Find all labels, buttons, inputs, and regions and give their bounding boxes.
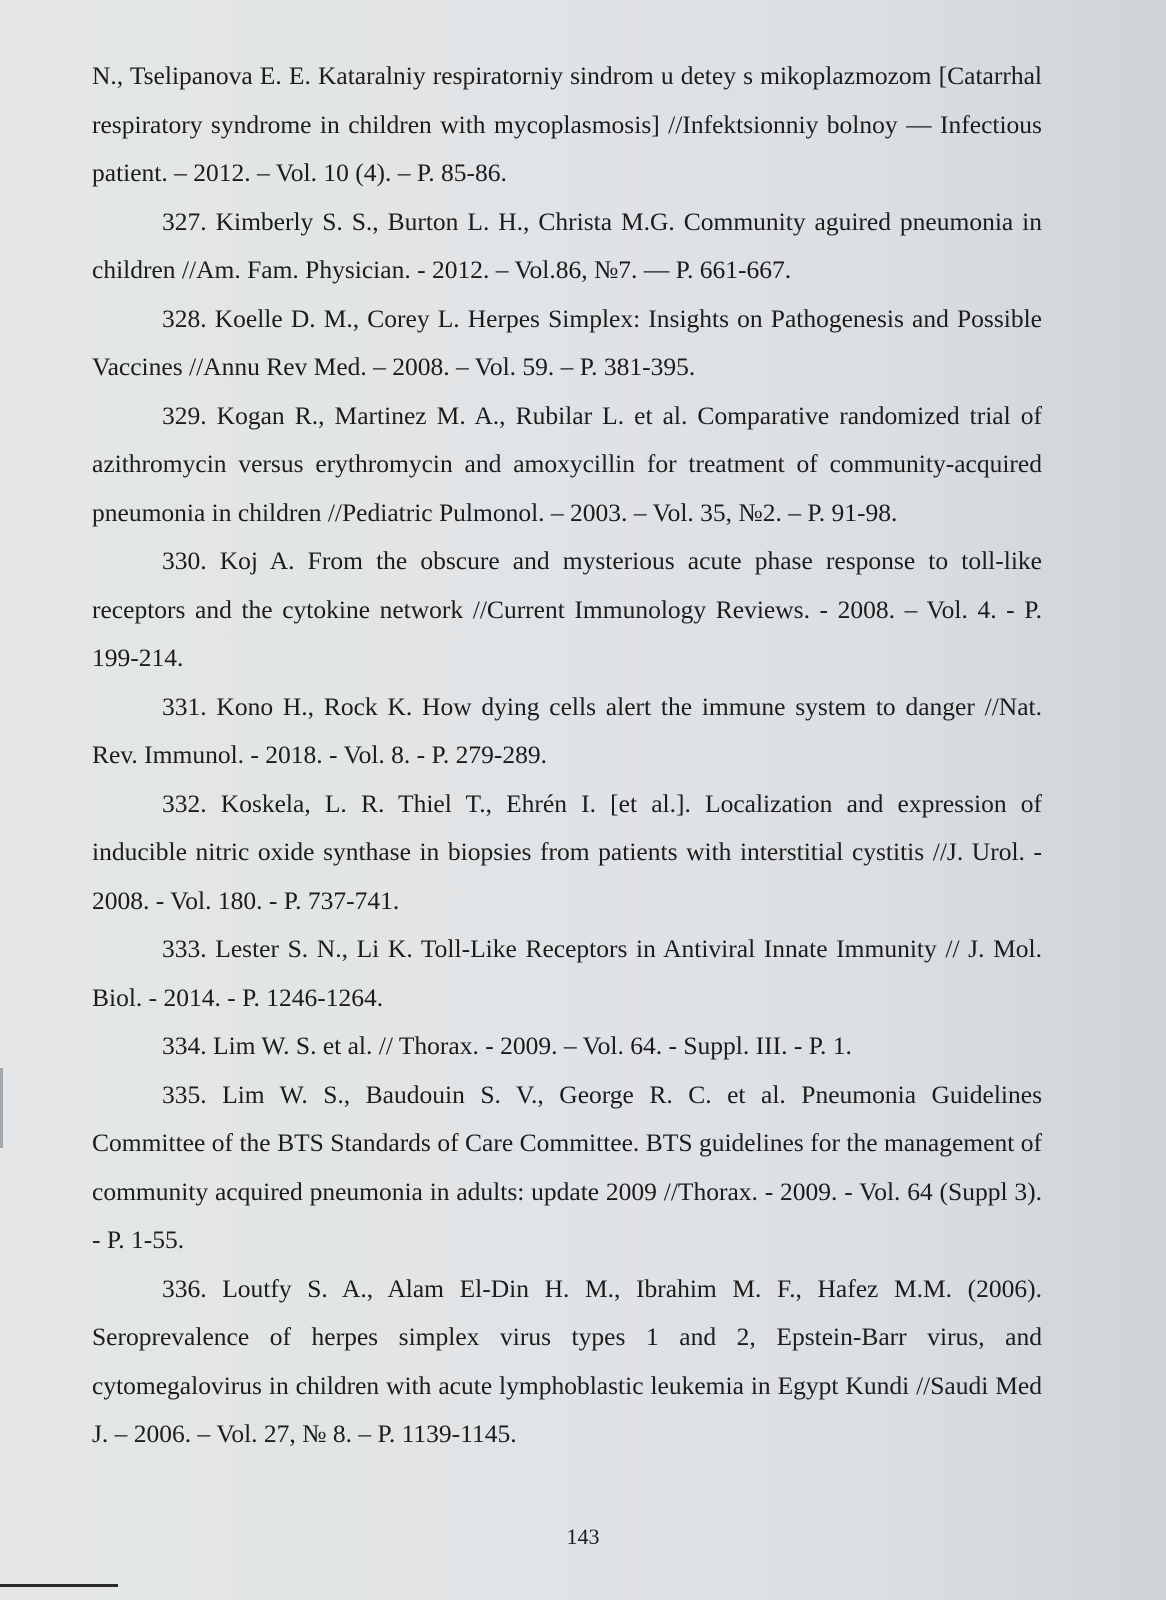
reference-327: 327. Kimberly S. S., Burton L. H., Christa M.G. Community aguired pneumonia in children //Am. Fam. Physician. - 2012. – Vol.86, №7. — P. 661-667. — [92, 206, 1042, 284]
reference-335: 335. Lim W. S., Baudouin S. V., George R. C. et al. Pneumonia Guidelines Committee of the BTS Standards of Care Committee. BTS guidelines for the management of community acquired pneumonia in adults: update 2009 //Thorax. - 2009. - Vol. 64 (Suppl 3). - P. 1-55. — [92, 1079, 1042, 1254]
page-number: 143 — [566, 1524, 600, 1549]
reference-336: 336. Loutfy S. A., Alam El-Din H. M., Ibrahim M. F., Hafez M.M. (2006). Seroprevalence of herpes simplex virus types 1 and 2, Epstein-Barr virus, and cytomegalovirus in children with acute lymphoblastic leukemia in Egypt Kundi //Saudi Med J. – 2006. – Vol. 27, № 8. – P. 1139-1145. — [92, 1273, 1042, 1448]
reference-329: 329. Kogan R., Martinez M. A., Rubilar L. et al. Comparative randomized trial of azithromycin versus erythromycin and amoxycillin for treatment of community-acquired pneumonia in children //Pediatric Pulmonol. – 2003. – Vol. 35, №2. – P. 91-98. — [92, 400, 1042, 527]
reference-328: 328. Koelle D. M., Corey L. Herpes Simplex: Insights on Pathogenesis and Possible Vaccines //Annu Rev Med. – 2008. – Vol. 59. – P. 381-395. — [92, 303, 1042, 381]
reference-334: 334. Lim W. S. et al. // Thorax. - 2009. – Vol. 64. - Suppl. III. - P. 1. — [162, 1031, 852, 1060]
reference-333: 333. Lester S. N., Li K. Toll-Like Receptors in Antiviral Innate Immunity // J. Mol. Biol. - 2014. - P. 1246-1264. — [92, 934, 1042, 1012]
reference-331: 331. Kono H., Rock K. How dying cells alert the immune system to danger //Nat. Rev. Immunol. - 2018. - Vol. 8. - P. 279-289. — [92, 691, 1042, 769]
reference-332: 332. Koskela, L. R. Thiel T., Ehrén I. [et al.]. Localization and expression of inducible nitric oxide synthase in biopsies from patients with interstitial cystitis //J. Urol. - 2008. - Vol. 180. - P. 737-741. — [92, 788, 1042, 915]
scan-edge-mark — [0, 1068, 3, 1148]
reference-330: 330. Koj A. From the obscure and mysterious acute phase response to toll-like receptors and the cytokine network //Current Immunology Reviews. - 2008. – Vol. 4. - P. 199-214. — [92, 546, 1042, 672]
scan-corner-mark — [0, 1584, 118, 1587]
reference-continuation: N., Tselipanova E. E. Kataralniy respiratorniy sindrom u detey s mikoplazmozom [Catarrhal respiratory syndrome in children with mycoplasmosis] //Infektsionniy bolnoy — Infectious patient. – 2012. – Vol. 10 (4). – P. 85-86. — [92, 61, 1042, 187]
reference-list — [92, 52, 1042, 1459]
